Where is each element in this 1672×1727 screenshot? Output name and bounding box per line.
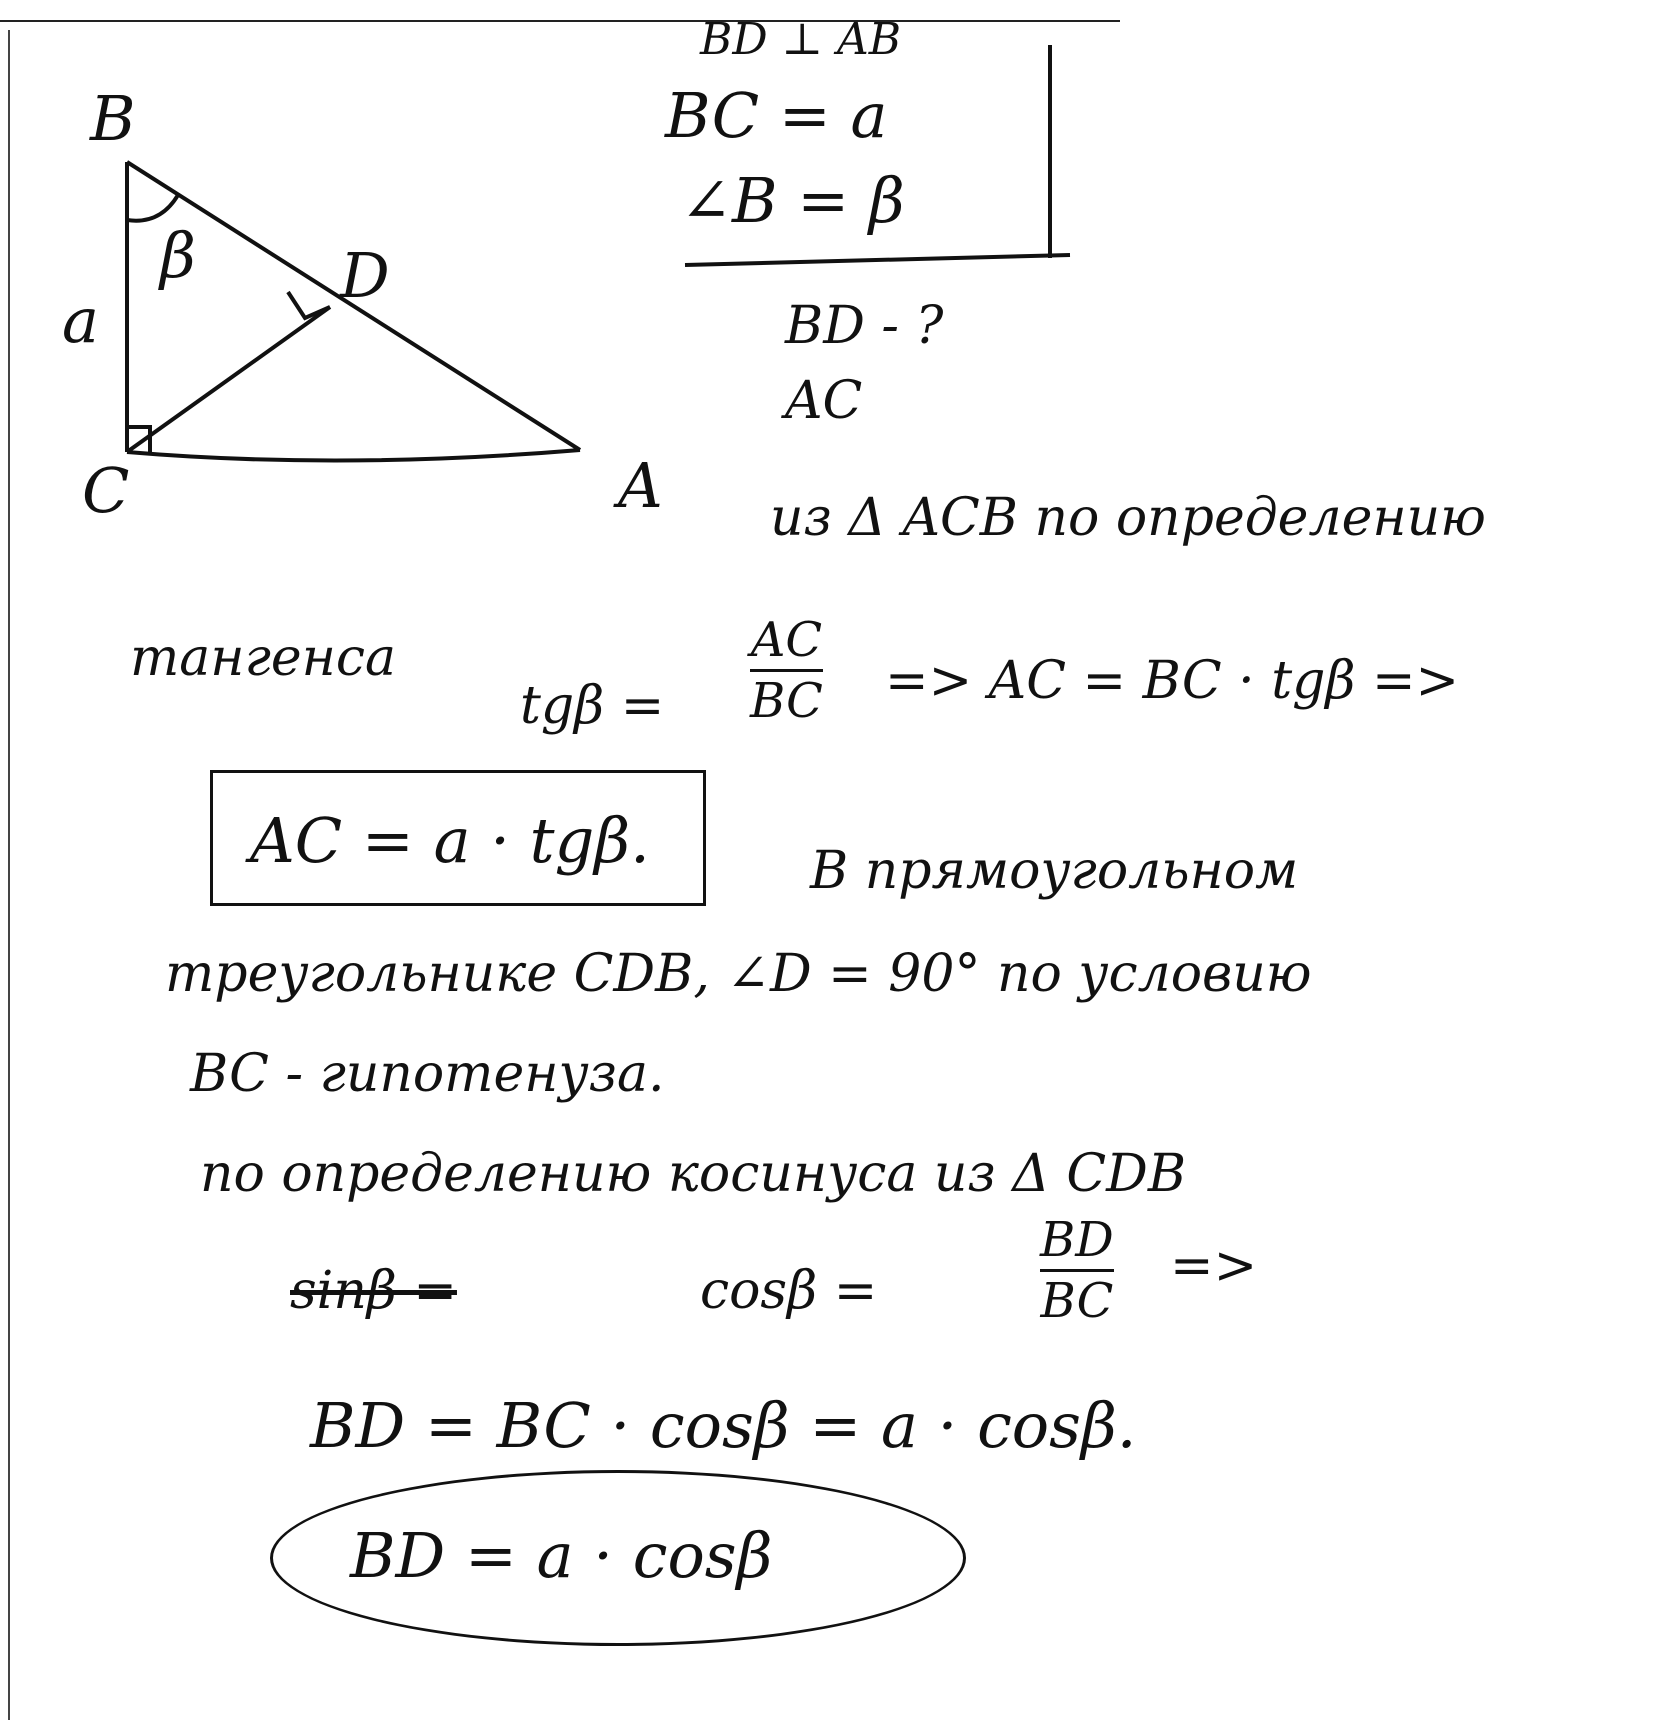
solution-line-3: В прямоугольном bbox=[810, 841, 1299, 901]
cos-lhs: cosβ = bbox=[700, 1261, 878, 1321]
altitude-CD bbox=[127, 307, 330, 452]
right-angle-mark-D bbox=[288, 292, 330, 318]
tg-rhs: => AC = BC · tgβ => bbox=[885, 651, 1460, 711]
given-line-3: ∠B = β bbox=[680, 164, 905, 237]
find-line-1: BD - ? bbox=[785, 296, 944, 356]
solution-word-tangent: тангенса bbox=[130, 628, 396, 688]
side-label-a: a bbox=[62, 284, 99, 357]
tg-fraction-bar bbox=[750, 669, 823, 672]
cos-fraction-bar bbox=[1040, 1269, 1114, 1272]
solution-line-7: BD = BC · cosβ = a · cosβ. bbox=[310, 1389, 1137, 1462]
tg-denominator: BC bbox=[750, 673, 823, 730]
cos-denominator: BC bbox=[1040, 1273, 1114, 1330]
cos-numerator: BD bbox=[1040, 1212, 1114, 1268]
tg-lhs: tgβ = bbox=[520, 676, 665, 736]
angle-arc-B bbox=[127, 195, 178, 221]
final-answer: BD = a · cosβ bbox=[350, 1519, 773, 1592]
given-line-2: BC = a bbox=[665, 79, 888, 152]
solution-line-5: BC - гипотенуза. bbox=[190, 1044, 665, 1104]
struck-sine: sinβ = bbox=[290, 1261, 457, 1321]
vertex-label-C: C bbox=[82, 454, 130, 527]
vertex-label-B: B bbox=[90, 82, 136, 155]
tg-fraction bbox=[750, 612, 823, 730]
given-horizontal-line bbox=[685, 255, 1070, 265]
tg-numerator: AC bbox=[750, 612, 823, 668]
solution-line-6: по определению косинуса из Δ CDB bbox=[200, 1144, 1187, 1204]
given-line-1: BD ⊥ AB bbox=[700, 14, 902, 65]
cos-fraction bbox=[1040, 1212, 1114, 1330]
side-CA bbox=[127, 450, 580, 461]
angle-label-beta: β bbox=[160, 219, 196, 292]
boxed-result: AC = a · tgβ. bbox=[250, 804, 650, 877]
find-line-2: AC bbox=[785, 371, 863, 431]
solution-line-4: треугольнике CDB, ∠D = 90° по условию bbox=[165, 944, 1312, 1004]
vertex-label-A: A bbox=[618, 449, 663, 522]
solution-line-1: из Δ ACB по определению bbox=[770, 488, 1486, 548]
cos-rhs: => bbox=[1170, 1236, 1258, 1296]
vertex-label-D: D bbox=[340, 239, 390, 312]
